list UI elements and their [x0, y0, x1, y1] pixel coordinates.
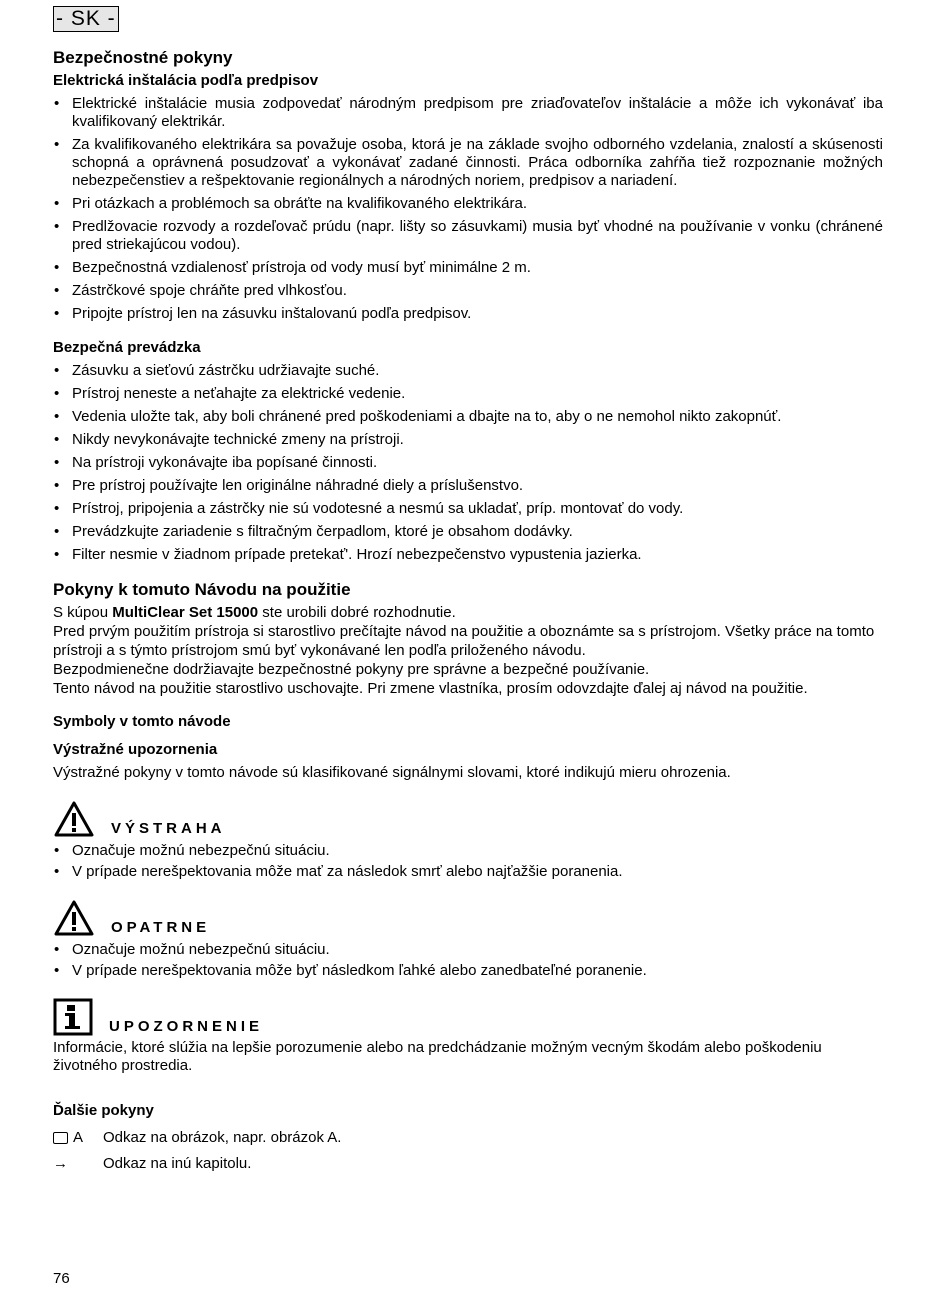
list-item: • V prípade nerešpektovania môže byť následkom ľahké alebo zanedbateľné poranenie.	[53, 962, 883, 980]
list-item: • Predlžovacie rozvody a rozdeľovač prúdu (napr. lišty so zásuvkami) musia byť vhodné na používanie v vonku (chránené pred striekajúcou vodou).	[53, 218, 883, 254]
safety-title: Bezpečnostné pokyny	[53, 48, 233, 67]
notice-label: UPOZORNENIE	[109, 1018, 264, 1035]
caution-list	[53, 941, 883, 980]
list-item: • Označuje možnú nebezpečnú situáciu.	[53, 941, 883, 959]
reference-row	[53, 1154, 883, 1173]
manual-paragraph: Bezpodmienečne dodržiavajte bezpečnostné pokyny pre správne a bezpečné používanie.	[53, 661, 650, 678]
list-item: • Prístroj neneste a neťahajte za elektrické vedenie.	[53, 385, 883, 403]
intro-prefix: S kúpou	[53, 604, 113, 621]
intro-suffix: ste urobili dobré rozhodnutie.	[258, 604, 456, 621]
reference-text: Odkaz na obrázok, napr. obrázok A.	[103, 1129, 342, 1146]
reference-row	[53, 1128, 883, 1147]
list-item: • Prístroj, pripojenia a zástrčky nie sú vodotesné a nesmú sa ukladať, príp. montovať do vody.	[53, 500, 883, 518]
arrow-right-icon: →	[53, 1155, 68, 1172]
symbols-heading: Symboly v tomto návode	[53, 713, 231, 730]
list-item: • Prevádzkujte zariadenie s filtračným čerpadlom, ktoré je obsahom dodávky.	[53, 523, 883, 541]
list-item: • Bezpečnostná vzdialenosť prístroja od vody musí byť minimálne 2 m.	[53, 259, 883, 277]
warning-list	[53, 842, 883, 881]
electrical-list	[53, 95, 883, 323]
list-item: • Zásuvku a sieťovú zástrčku udržiavajte suché.	[53, 362, 883, 380]
list-item: • Elektrické inštalácie musia zodpovedať národným predpisom pre zriaďovateľov inštalácie a môže ich vykonávať iba kvalifikovaný elektrikár.	[53, 95, 883, 131]
manual-paragraph: Pred prvým použitím prístroja si starostlivo prečítajte návod na použitie a oboznámte sa s prístrojom. Všetky práce na tomto prístroji a s týmto prístrojom smú byť vykonávané len podľa priloženého návodu.	[53, 623, 875, 659]
reference-text: Odkaz na inú kapitolu.	[103, 1155, 252, 1172]
warnings-heading: Výstražné upozornenia	[53, 741, 218, 758]
list-item: • Nikdy nevykonávajte technické zmeny na prístroji.	[53, 431, 883, 449]
notice-text: Informácie, ktoré slúžia na lepšie porozumenie alebo na predchádzanie možným vecným škodám alebo poškodeniu životného prostredia.	[53, 1039, 822, 1074]
warning-block	[53, 796, 883, 881]
operation-heading: Bezpečná prevádzka	[53, 339, 201, 356]
list-item: • Na prístroji vykonávajte iba popísané činnosti.	[53, 454, 883, 472]
warnings-intro: Výstražné pokyny v tomto návode sú klasifikované signálnymi slovami, ktoré indikujú mieru ohrozenia.	[53, 764, 731, 781]
list-item: • Vedenia uložte tak, aby boli chránené pred poškodeniami a dbajte na to, aby o ne nemohol nikto zakopnúť.	[53, 408, 883, 426]
warning-triangle-icon	[53, 800, 95, 838]
manual-title: Pokyny k tomuto Návodu na použitie	[53, 580, 351, 599]
list-item: • Označuje možnú nebezpečnú situáciu.	[53, 842, 883, 860]
electrical-heading: Elektrická inštalácia podľa predpisov	[53, 72, 319, 89]
page-number: 76	[53, 1270, 70, 1287]
list-item: • V prípade nerešpektovania môže mať za následok smrť alebo najťažšie poranenia.	[53, 863, 883, 881]
caution-label: OPATRNE	[111, 919, 211, 936]
language-tag: - SK -	[53, 6, 119, 32]
info-icon	[53, 998, 93, 1036]
list-item: • Zástrčkové spoje chráňte pred vlhkosťou.	[53, 282, 883, 300]
further-heading: Ďalšie pokyny	[53, 1102, 154, 1119]
warning-label: VÝSTRAHA	[111, 820, 226, 837]
notice-block	[53, 994, 883, 1075]
product-name: MultiClear Set 15000	[112, 604, 259, 621]
warning-triangle-icon	[53, 899, 95, 937]
document-page	[53, 6, 883, 1180]
list-item: • Pri otázkach a problémoch sa obráťte na kvalifikovaného elektrikára.	[53, 195, 883, 213]
manual-paragraph: Tento návod na použitie starostlivo uschovajte. Pri zmene vlastníka, prosím odovzdajte ďalej aj návod na použitie.	[53, 680, 808, 697]
manual-section	[53, 580, 883, 782]
operation-list	[53, 362, 883, 564]
list-item: • Filter nesmie v žiadnom prípade pretekať'. Hrozí nebezpečenstvo vypustenia jazierka.	[53, 546, 883, 564]
reference-symbol: A	[73, 1129, 84, 1146]
picture-box-icon	[53, 1132, 68, 1144]
list-item: • Pripojte prístroj len na zásuvku inštalovanú podľa predpisov.	[53, 305, 883, 323]
list-item: • Pre prístroj používajte len originálne náhradné diely a príslušenstvo.	[53, 477, 883, 495]
manual-intro	[53, 603, 883, 622]
caution-block	[53, 895, 883, 980]
list-item: • Za kvalifikovaného elektrikára sa považuje osoba, ktorá je na základe svojho odborného vzdelania, znalostí a skúsenosti schopná a oprávnená posudzovať a vykonávať zadané činnosti. Práca odborníka zahŕňa tiež rozpoznanie možných nebezpečenstiev a rešpektovanie regionálnych a národných noriem, predpisov a nariadení.	[53, 136, 883, 190]
